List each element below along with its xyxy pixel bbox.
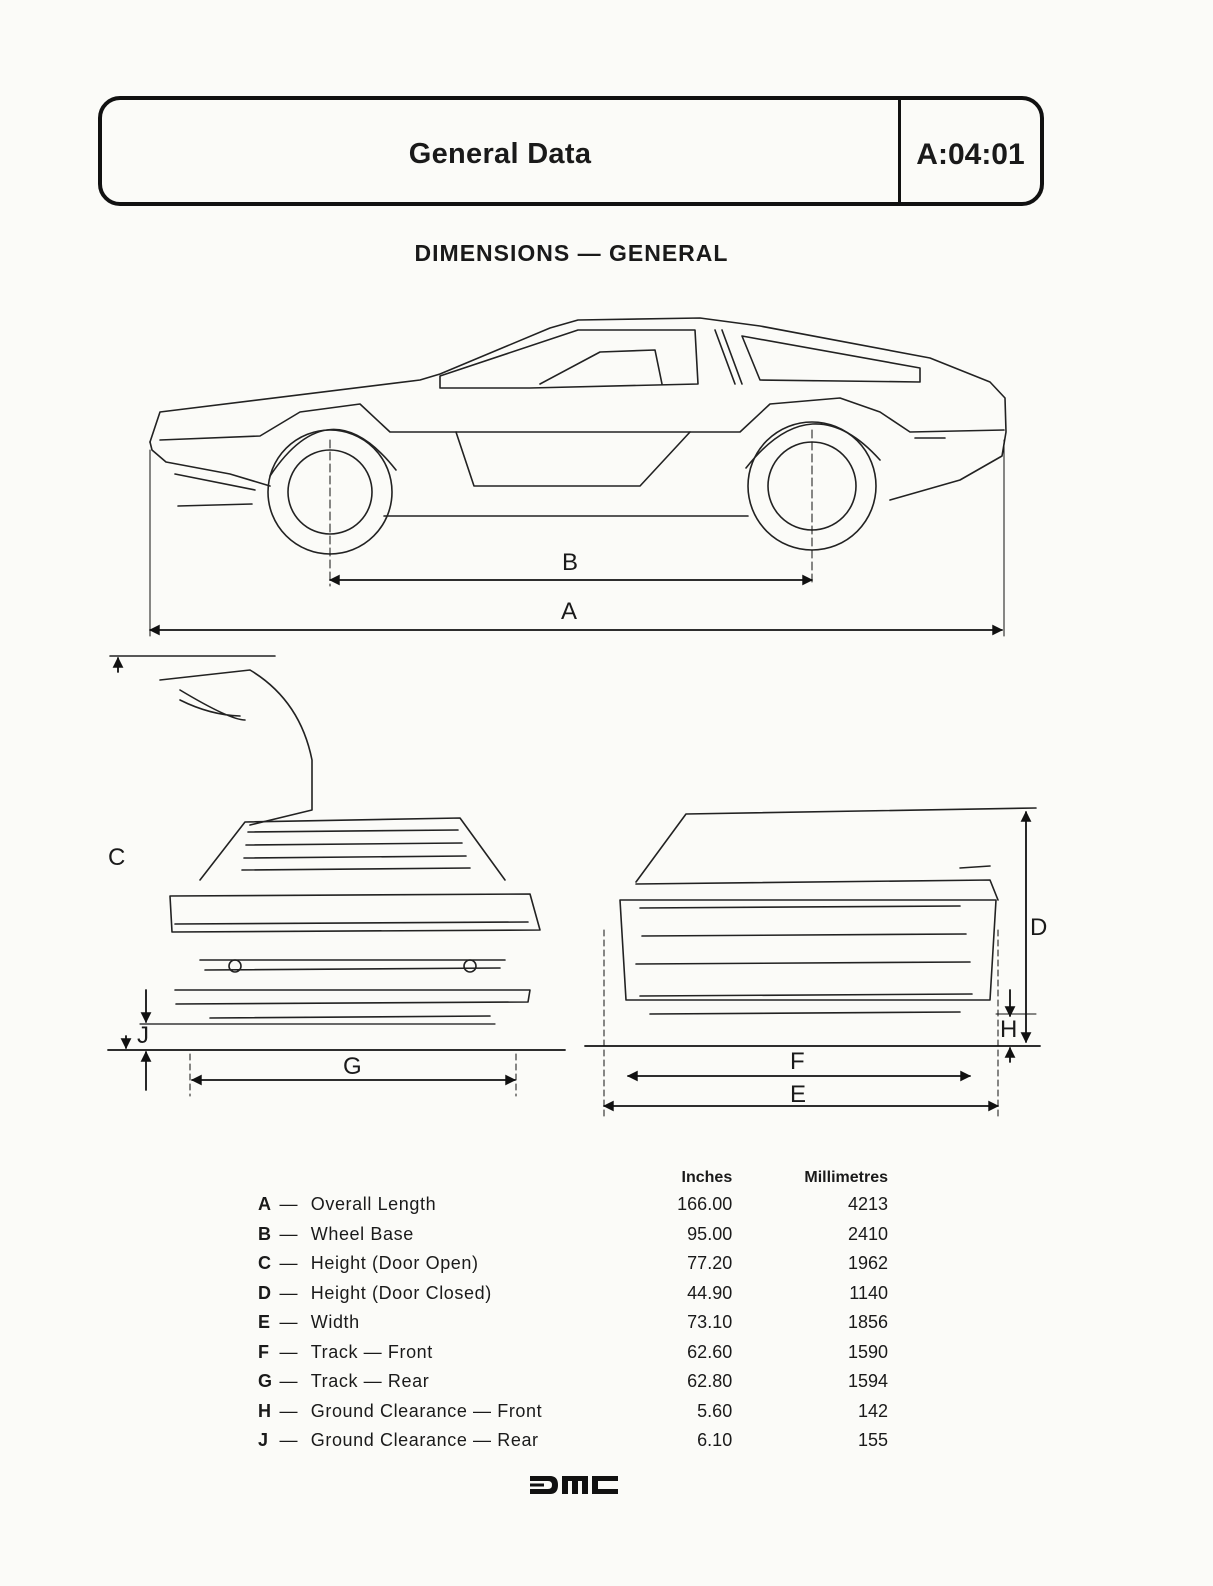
dim-label-j: J [137, 1022, 149, 1049]
table-row [258, 1249, 918, 1279]
dimensions-table [258, 1166, 918, 1456]
row-millimetres: 1856 [847, 1312, 888, 1333]
row-millimetres: 142 [857, 1400, 888, 1421]
row-letter: E [258, 1312, 271, 1333]
row-dash: — [279, 1400, 298, 1421]
row-millimetres: 1590 [847, 1341, 888, 1362]
table-row [258, 1220, 918, 1250]
dim-label-b: B [562, 549, 579, 576]
table-row [258, 1190, 918, 1220]
rear-view-car [110, 656, 540, 1018]
dim-label-c: C [108, 844, 126, 871]
row-letter: D [258, 1282, 271, 1303]
dmc-logo [530, 1474, 620, 1496]
row-millimetres: 1140 [849, 1282, 888, 1303]
row-inches: 5.60 [697, 1400, 733, 1421]
row-description: Height (Door Open) [310, 1253, 479, 1274]
row-description: Height (Door Closed) [310, 1282, 492, 1303]
table-row [258, 1338, 918, 1368]
row-inches: 95.00 [687, 1223, 733, 1244]
table-row [258, 1367, 918, 1397]
row-dash: — [279, 1253, 298, 1274]
front-view-car [620, 808, 1036, 1014]
row-description: Wheel Base [310, 1223, 414, 1244]
dim-label-g: G [343, 1053, 362, 1080]
row-dash: — [279, 1341, 298, 1362]
dim-label-e: E [790, 1081, 807, 1108]
row-inches: 73.10 [687, 1312, 733, 1333]
row-dash: — [279, 1371, 298, 1392]
row-dash: — [279, 1282, 298, 1303]
row-inches: 44.90 [687, 1282, 733, 1303]
table-row [258, 1397, 918, 1427]
row-inches: 77.20 [687, 1253, 733, 1274]
row-letter: F [258, 1341, 269, 1362]
row-letter: H [258, 1400, 271, 1421]
row-dash: — [279, 1223, 298, 1244]
table-header-row [258, 1166, 918, 1190]
side-view-car [150, 318, 1006, 554]
dim-label-h: H [1000, 1016, 1018, 1043]
section-heading: DIMENSIONS — GENERAL [414, 240, 729, 266]
row-dash: — [279, 1312, 298, 1333]
row-millimetres: 2410 [847, 1223, 888, 1244]
row-inches: 62.80 [687, 1371, 733, 1392]
row-description: Ground Clearance — Rear [310, 1430, 539, 1451]
row-letter: C [258, 1253, 271, 1274]
table-row [258, 1426, 918, 1456]
page-title: General Data [408, 138, 592, 170]
row-letter: J [258, 1430, 269, 1451]
row-millimetres: 4213 [847, 1194, 888, 1215]
row-description: Overall Length [310, 1194, 437, 1215]
row-millimetres: 1594 [847, 1371, 888, 1392]
row-dash: — [279, 1194, 298, 1215]
row-inches: 166.00 [677, 1194, 733, 1215]
table-row [258, 1308, 918, 1338]
row-letter: A [258, 1194, 271, 1215]
column-header-millimetres: Millimetres [804, 1169, 888, 1186]
section-code: A:04:01 [916, 138, 1025, 171]
row-millimetres: 155 [857, 1430, 888, 1451]
column-header-inches: Inches [681, 1169, 733, 1186]
row-letter: B [258, 1223, 271, 1244]
row-inches: 62.60 [687, 1341, 733, 1362]
dim-label-a: A [561, 598, 578, 625]
row-description: Ground Clearance — Front [310, 1400, 543, 1421]
table-row [258, 1279, 918, 1309]
row-letter: G [258, 1371, 273, 1392]
row-dash: — [279, 1430, 298, 1451]
row-inches: 6.10 [697, 1430, 733, 1451]
dim-label-d: D [1030, 914, 1048, 941]
row-description: Width [310, 1312, 360, 1333]
row-description: Track — Rear [310, 1371, 430, 1392]
row-millimetres: 1962 [847, 1253, 888, 1274]
row-description: Track — Front [310, 1341, 433, 1362]
dim-label-f: F [790, 1048, 805, 1075]
